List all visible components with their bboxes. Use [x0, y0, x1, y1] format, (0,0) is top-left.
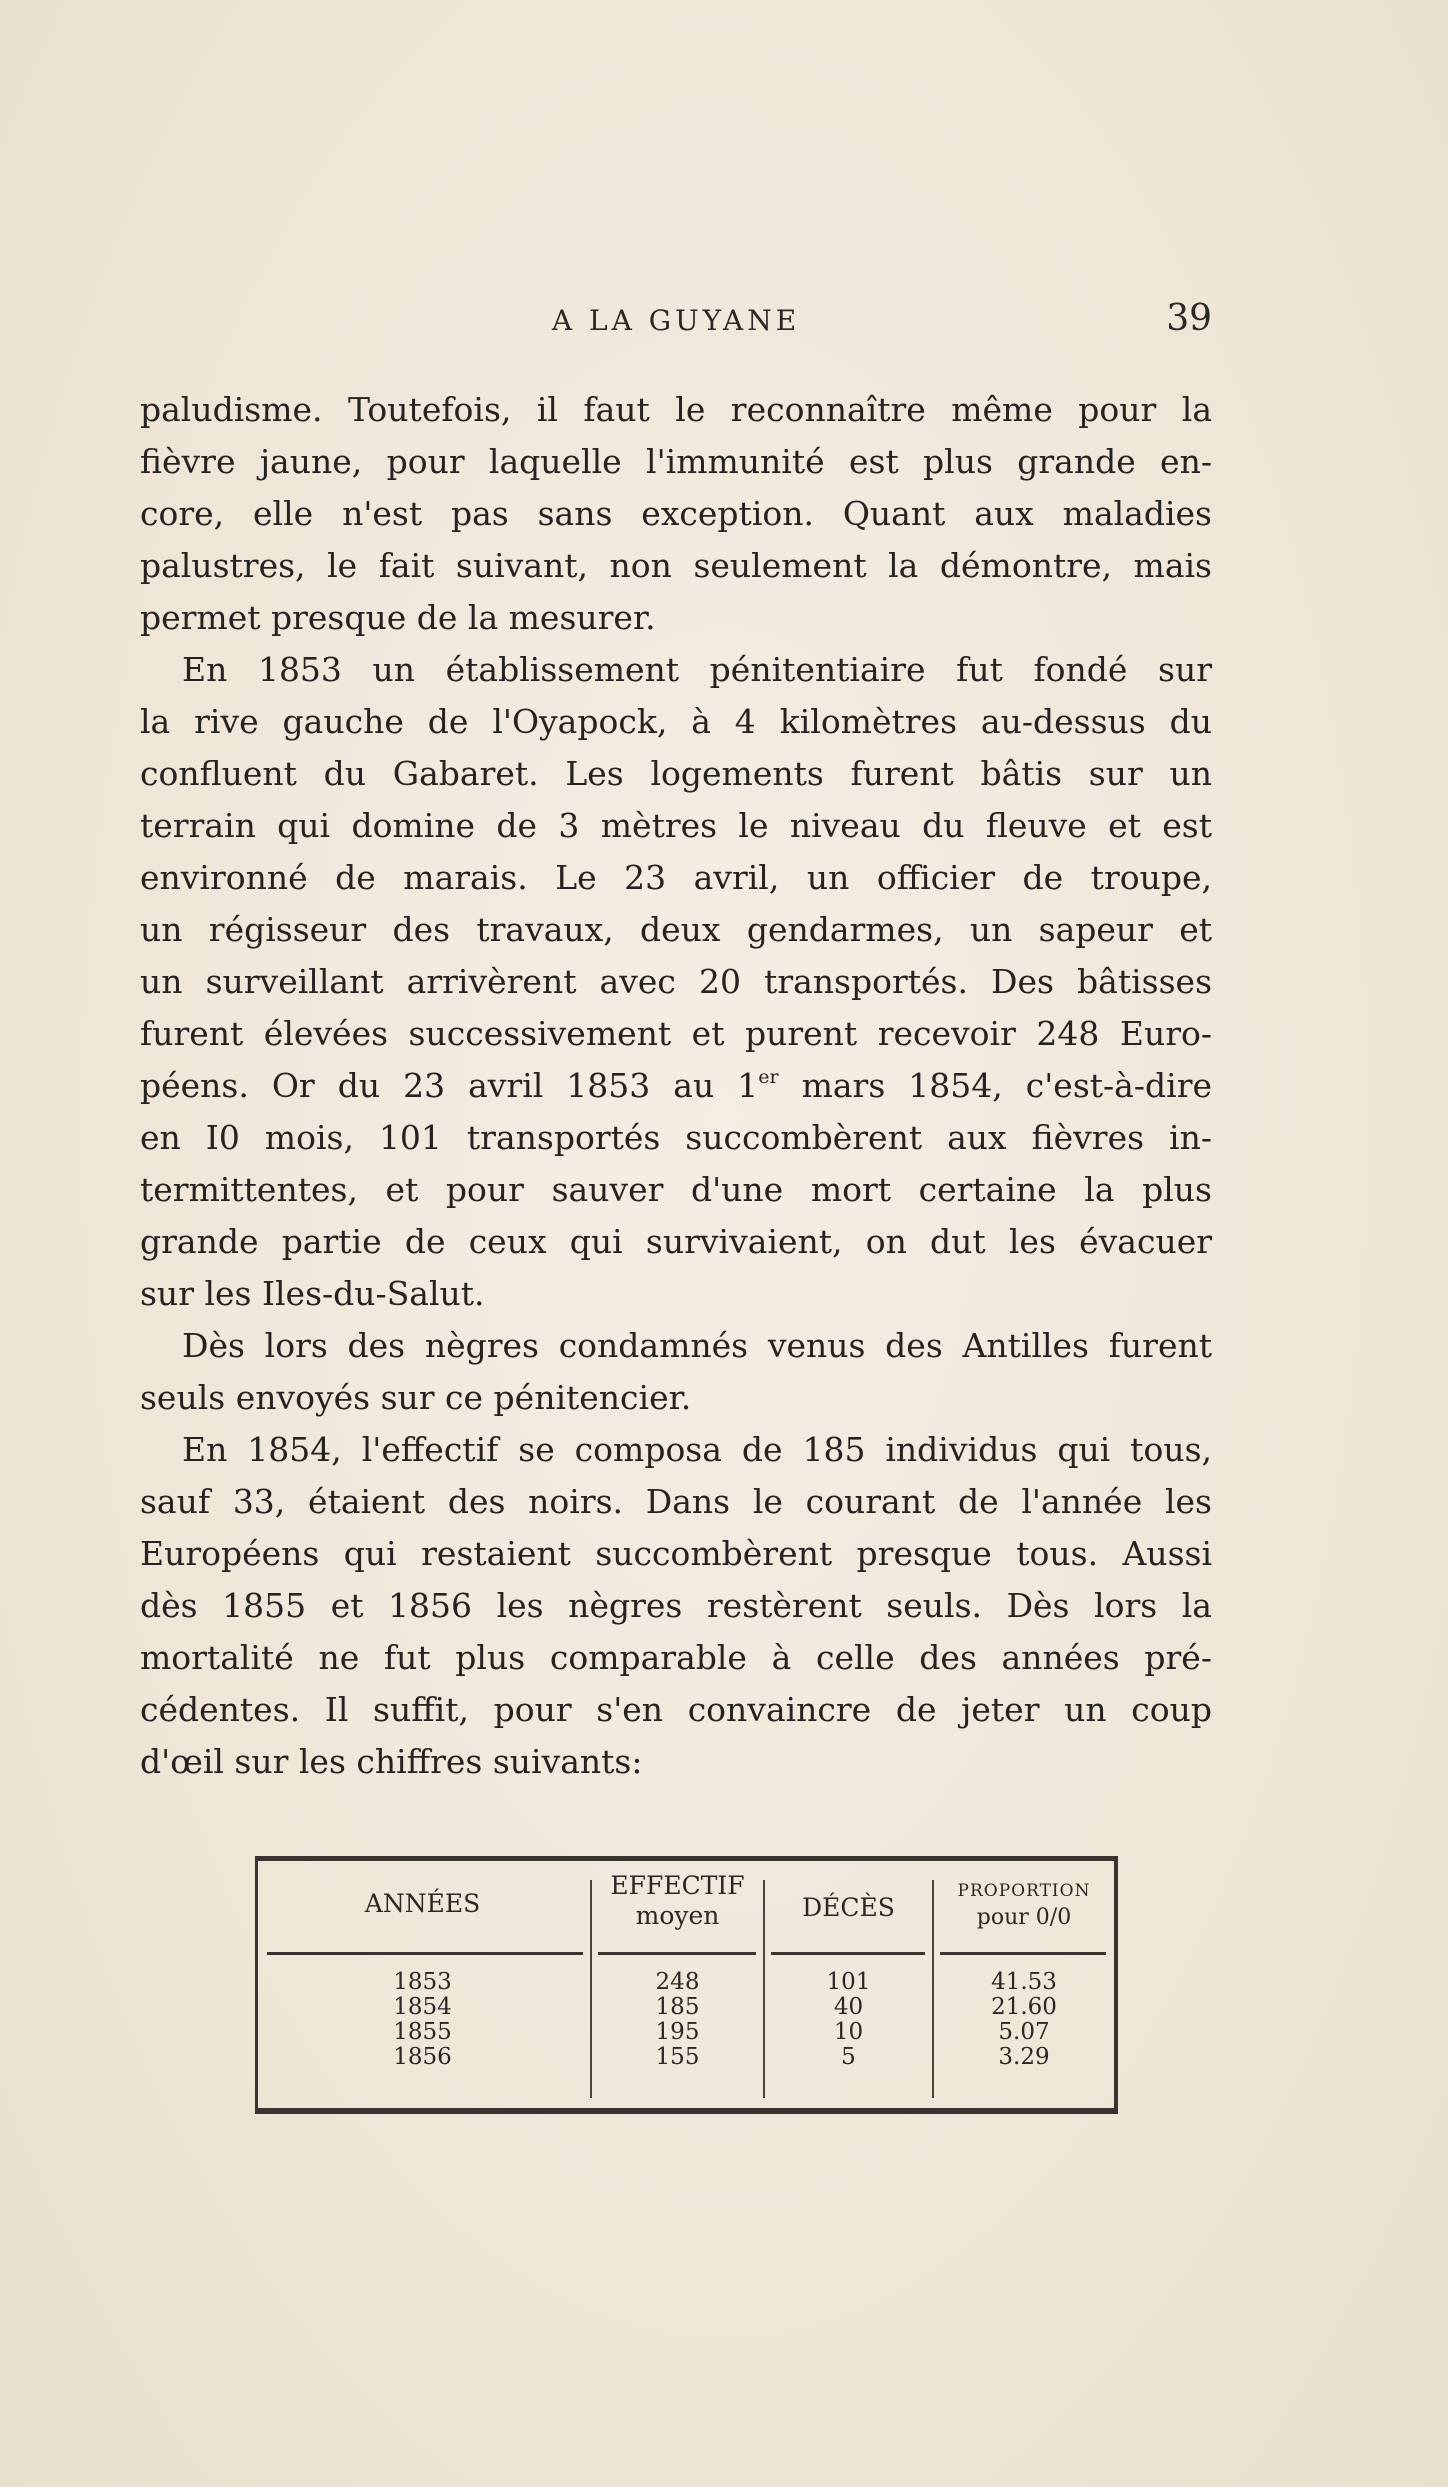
text-line: core, elle n'est pas sans exception. Quant aux maladies — [140, 494, 1212, 533]
table-top-rule — [255, 1856, 1117, 1861]
text-line: En 1854, l'effectif se composa de 185 individus qui tous, — [182, 1430, 1212, 1469]
column-annees — [255, 1970, 590, 2070]
header-underline — [267, 1952, 583, 1955]
text-line: dès 1855 et 1856 les nègres restèrent seuls. Dès lors la — [140, 1586, 1212, 1625]
table-cell: 1856 — [393, 2044, 452, 2070]
table-cell: 21.60 — [991, 1994, 1057, 2020]
text-line: En 1853 un établissement pénitentiaire fut fondé sur — [182, 650, 1212, 689]
text-line: termittentes, et pour sauver d'une mort certaine la plus — [140, 1170, 1212, 1209]
text-line: palustres, le fait suivant, non seulement la démontre, mais — [140, 546, 1212, 585]
table-cell: 3.29 — [998, 2044, 1050, 2070]
column-effectif — [592, 1970, 763, 2070]
header-effectif: EFFECTIF — [610, 1871, 745, 1900]
text-line: mortalité ne fut plus comparable à celle des années pré- — [140, 1638, 1212, 1677]
header-proportion-sub: pour 0/0 — [976, 1905, 1072, 1930]
text-line: sauf 33, étaient des noirs. Dans le courant de l'année les — [140, 1482, 1212, 1521]
header-underline — [771, 1952, 925, 1955]
table-cell: 5 — [841, 2044, 856, 2070]
text-line: un régisseur des travaux, deux gendarmes, un sapeur et — [140, 910, 1212, 949]
header-annees: ANNÉES — [364, 1889, 481, 1918]
table-bottom-rule — [255, 2108, 1117, 2114]
text-line: Dès lors des nègres condamnés venus des Antilles furent — [182, 1326, 1212, 1365]
text-line: sur les Iles-du-Salut. — [140, 1274, 485, 1313]
text-line: seuls envoyés sur ce pénitencier. — [140, 1378, 692, 1417]
table-cell: 1855 — [393, 2019, 452, 2045]
header-proportion: PROPORTION — [957, 1881, 1091, 1901]
table-cell: 101 — [826, 1969, 871, 1995]
mortality-table — [255, 1856, 1117, 2118]
text-line — [140, 1060, 1212, 1112]
page-number: 39 — [1166, 298, 1212, 339]
table-cell: 248 — [655, 1969, 700, 1995]
running-head — [140, 298, 1212, 348]
body-text — [140, 384, 1212, 1788]
text-line: furent élevées successivement et purent recevoir 248 Euro- — [140, 1014, 1212, 1053]
table-cell: 40 — [833, 1994, 864, 2020]
table-cell: 195 — [655, 2019, 700, 2045]
text-line: fièvre jaune, pour laquelle l'immunité est plus grande en- — [140, 442, 1212, 481]
text-line: en I0 mois, 101 transportés succombèrent aux fièvres in- — [140, 1118, 1212, 1157]
text-line: un surveillant arrivèrent avec 20 transportés. Des bâtisses — [140, 962, 1212, 1001]
table-cell: 41.53 — [991, 1969, 1057, 1995]
table-right-border — [1114, 1856, 1118, 2114]
table-cell: 5.07 — [998, 2019, 1050, 2045]
column-proportion — [934, 1970, 1114, 2070]
text-line: la rive gauche de l'Oyapock, à 4 kilomètres au-dessus du — [140, 702, 1212, 741]
header-underline — [940, 1952, 1106, 1955]
text-line: grande partie de ceux qui survivaient, on dut les évacuer — [140, 1222, 1212, 1261]
text-line: paludisme. Toutefois, il faut le reconnaître même pour la — [140, 390, 1212, 429]
table-cell: 1854 — [393, 1994, 452, 2020]
text-line: Européens qui restaient succombèrent presque tous. Aussi — [140, 1534, 1212, 1573]
text-line: terrain qui domine de 3 mètres le niveau du fleuve et est — [140, 806, 1212, 845]
text-fragment: mars 1854, c'est-à-dire — [778, 1066, 1212, 1105]
text-line: confluent du Gabaret. Les logements furent bâtis sur un — [140, 754, 1212, 793]
header-effectif-sub: moyen — [635, 1901, 720, 1930]
ordinal-superscript: er — [758, 1066, 779, 1088]
running-title: A LA GUYANE — [551, 304, 801, 337]
ordinal-digit: 1 — [737, 1066, 759, 1105]
text-fragment: péens. Or du 23 avril 1853 au — [140, 1066, 715, 1105]
table-cell: 185 — [655, 1994, 700, 2020]
text-line: environné de marais. Le 23 avril, un officier de troupe, — [140, 858, 1212, 897]
text-line: d'œil sur les chiffres suivants: — [140, 1742, 643, 1781]
column-deces — [765, 1970, 932, 2070]
table-cell: 155 — [655, 2044, 700, 2070]
text-line: cédentes. Il suffit, pour s'en convaincre de jeter un coup — [140, 1690, 1212, 1729]
text-line: permet presque de la mesurer. — [140, 598, 656, 637]
header-deces: DÉCÈS — [802, 1893, 895, 1922]
table-cell: 1853 — [393, 1969, 452, 1995]
header-underline — [598, 1952, 756, 1955]
table-cell: 10 — [833, 2019, 864, 2045]
